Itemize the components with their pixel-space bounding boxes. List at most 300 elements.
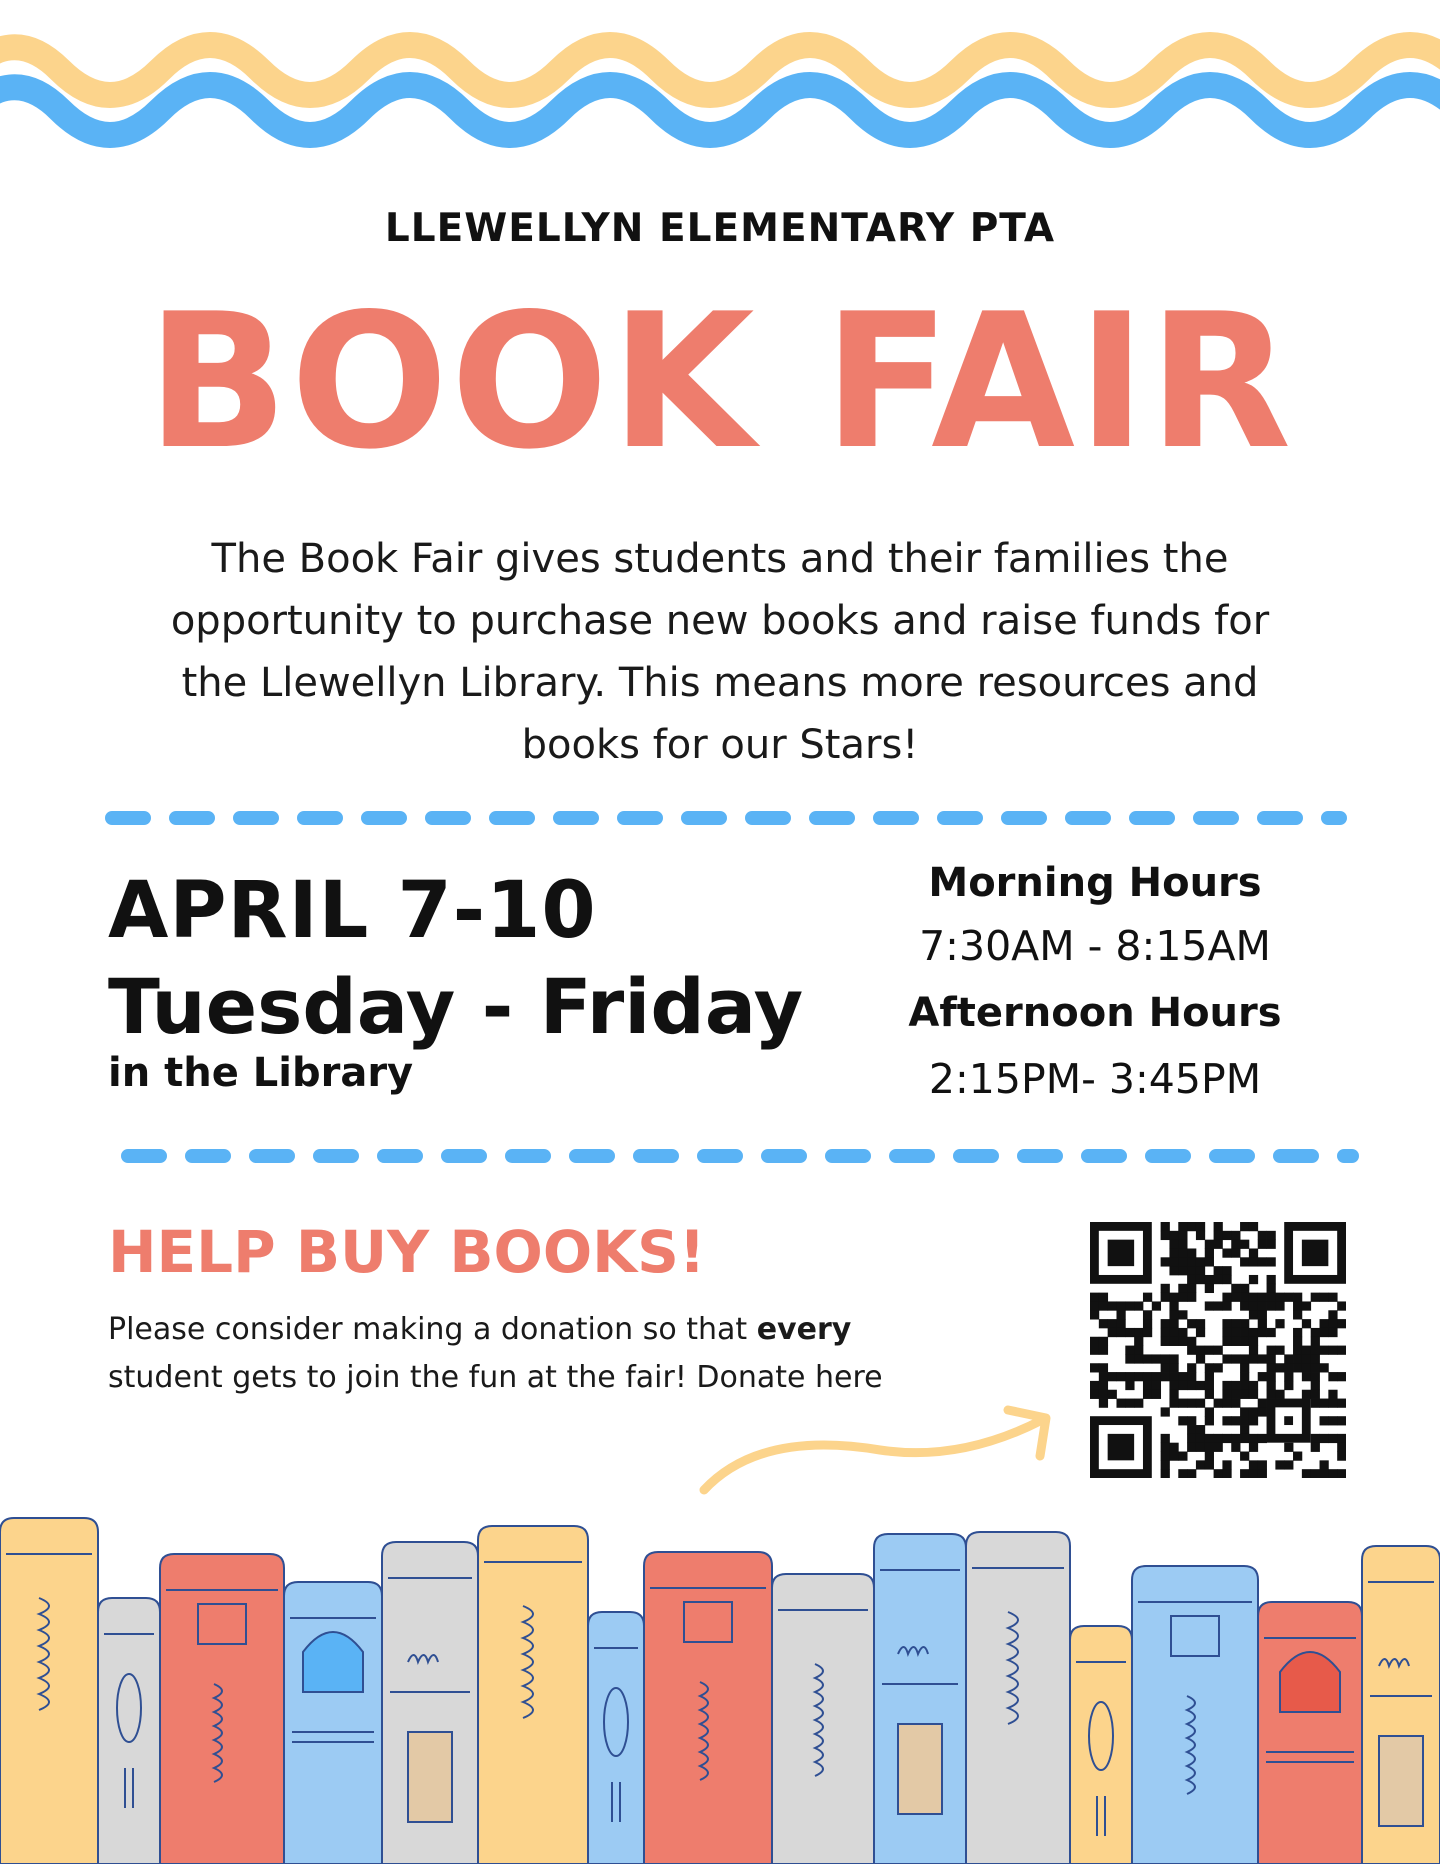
qr-module (1293, 1293, 1302, 1302)
qr-module (1337, 1372, 1346, 1381)
qr-module (1205, 1434, 1214, 1443)
qr-module (1231, 1284, 1240, 1293)
book-panel (1379, 1736, 1423, 1826)
qr-module (1231, 1240, 1240, 1249)
morning-hours-time: 7:30AM - 8:15AM (919, 922, 1271, 970)
qr-module (1231, 1319, 1240, 1328)
qr-module (1311, 1381, 1320, 1390)
qr-module (1214, 1301, 1223, 1310)
qr-module (1178, 1231, 1187, 1240)
qr-module (1099, 1381, 1108, 1390)
qr-module (1258, 1257, 1267, 1266)
qr-module (1222, 1328, 1231, 1337)
qr-module (1205, 1301, 1214, 1310)
qr-module (1187, 1372, 1196, 1381)
qr-module (1222, 1231, 1231, 1240)
qr-module (1143, 1354, 1152, 1363)
qr-module (1143, 1293, 1152, 1302)
qr-module (1108, 1301, 1117, 1310)
qr-module (1134, 1399, 1143, 1408)
qr-module (1240, 1354, 1249, 1363)
qr-module (1311, 1354, 1320, 1363)
event-days: Tuesday - Friday (108, 962, 804, 1051)
qr-module (1169, 1257, 1178, 1266)
intro-line: The Book Fair gives students and their families the (211, 536, 1229, 582)
qr-module (1108, 1372, 1117, 1381)
qr-module (1116, 1399, 1125, 1408)
intro-line: books for our Stars! (521, 722, 919, 768)
qr-module (1302, 1240, 1328, 1266)
qr-module (1169, 1301, 1178, 1310)
qr-module (1143, 1381, 1152, 1390)
qr-module (1161, 1337, 1170, 1346)
qr-module (1196, 1346, 1205, 1355)
qr-module (1240, 1337, 1249, 1346)
qr-module (1249, 1469, 1258, 1478)
qr-module (1178, 1248, 1187, 1257)
qr-module (1205, 1284, 1214, 1293)
afternoon-hours-label: Afternoon Hours (908, 990, 1282, 1036)
qr-module (1161, 1452, 1170, 1461)
qr-module (1222, 1469, 1231, 1478)
qr-module (1169, 1337, 1178, 1346)
book-arch (1280, 1652, 1340, 1712)
qr-module (1231, 1399, 1240, 1408)
qr-module (1222, 1354, 1231, 1363)
qr-module (1311, 1469, 1320, 1478)
qr-module (1214, 1231, 1223, 1240)
qr-module (1328, 1346, 1337, 1355)
qr-module (1293, 1337, 1302, 1346)
qr-module (1187, 1284, 1196, 1293)
qr-module (1267, 1293, 1276, 1302)
qr-module (1169, 1310, 1178, 1319)
qr-module (1293, 1354, 1302, 1363)
afternoon-hours-time: 2:15PM- 3:45PM (928, 1055, 1262, 1103)
qr-module (1161, 1231, 1170, 1240)
qr-module (1178, 1469, 1187, 1478)
qr-module (1187, 1248, 1196, 1257)
qr-module (1161, 1443, 1170, 1452)
qr-module (1169, 1248, 1178, 1257)
qr-module (1311, 1390, 1320, 1399)
qr-module (1249, 1346, 1258, 1355)
qr-module (1169, 1293, 1178, 1302)
qr-module (1311, 1337, 1320, 1346)
qr-module (1222, 1416, 1231, 1425)
qr-module (1267, 1363, 1276, 1372)
qr-module (1178, 1310, 1187, 1319)
donation-text-emphasis: every (756, 1312, 852, 1347)
qr-module (1214, 1363, 1223, 1372)
qr-module (1249, 1310, 1258, 1319)
qr-module (1178, 1284, 1187, 1293)
qr-module (1196, 1399, 1205, 1408)
qr-module (1231, 1434, 1240, 1443)
qr-module (1258, 1328, 1267, 1337)
qr-module (1231, 1328, 1240, 1337)
donation-heading: HELP BUY BOOKS! (108, 1218, 706, 1286)
qr-module (1258, 1399, 1267, 1408)
qr-module (1267, 1231, 1276, 1240)
qr-module (1108, 1328, 1117, 1337)
qr-module (1090, 1346, 1099, 1355)
qr-module (1337, 1416, 1346, 1425)
qr-module (1205, 1240, 1214, 1249)
qr-module (1214, 1399, 1223, 1408)
qr-module (1090, 1301, 1099, 1310)
qr-module (1320, 1399, 1329, 1408)
qr-module (1275, 1301, 1284, 1310)
qr-module (1311, 1372, 1320, 1381)
qr-module (1125, 1399, 1134, 1408)
qr-module (1169, 1319, 1178, 1328)
qr-module (1134, 1346, 1143, 1355)
qr-module (1240, 1328, 1249, 1337)
qr-module (1311, 1434, 1320, 1443)
qr-module (1196, 1460, 1205, 1469)
qr-module (1134, 1301, 1143, 1310)
qr-module (1328, 1319, 1337, 1328)
qr-module (1196, 1328, 1205, 1337)
qr-module (1161, 1407, 1170, 1416)
intro-paragraph (110, 528, 1330, 776)
qr-module (1328, 1390, 1337, 1399)
book-arch (303, 1632, 363, 1692)
qr-module (1302, 1363, 1311, 1372)
qr-module (1249, 1390, 1258, 1399)
qr-module (1320, 1460, 1329, 1469)
qr-module (1302, 1319, 1311, 1328)
qr-module (1196, 1231, 1205, 1240)
page-title: BOOK FAIR (146, 273, 1294, 490)
qr-module (1258, 1231, 1267, 1240)
qr-module (1178, 1266, 1187, 1275)
qr-module (1108, 1390, 1117, 1399)
qr-module (1249, 1443, 1258, 1452)
qr-module (1284, 1381, 1293, 1390)
qr-module (1090, 1363, 1099, 1372)
qr-module (1161, 1222, 1170, 1231)
qr-module (1222, 1337, 1231, 1346)
qr-module (1293, 1452, 1302, 1461)
qr-module (1143, 1328, 1152, 1337)
qr-module (1302, 1346, 1311, 1355)
qr-module (1222, 1293, 1231, 1302)
qr-module (1205, 1381, 1214, 1390)
book-spine (588, 1612, 644, 1864)
qr-module (1240, 1407, 1249, 1416)
qr-module (1196, 1354, 1205, 1363)
qr-module (1187, 1443, 1196, 1452)
qr-module (1311, 1443, 1320, 1452)
qr-module (1240, 1434, 1249, 1443)
qr-module (1337, 1434, 1346, 1443)
qr-module (1275, 1390, 1284, 1399)
qr-module (1116, 1372, 1125, 1381)
qr-module (1099, 1390, 1108, 1399)
qr-module (1240, 1452, 1249, 1461)
qr-module (1178, 1372, 1187, 1381)
qr-module (1249, 1407, 1258, 1416)
qr-module (1108, 1240, 1134, 1266)
qr-module (1231, 1354, 1240, 1363)
qr-module (1337, 1469, 1346, 1478)
qr-module (1125, 1301, 1134, 1310)
qr-module (1302, 1372, 1311, 1381)
qr-module (1240, 1240, 1249, 1249)
qr-module (1178, 1337, 1187, 1346)
qr-module (1293, 1328, 1302, 1337)
qr-module (1231, 1443, 1240, 1452)
qr-module (1328, 1293, 1337, 1302)
book-panel (408, 1732, 452, 1822)
qr-module (1187, 1425, 1196, 1434)
qr-module (1125, 1346, 1134, 1355)
qr-module (1205, 1275, 1214, 1284)
qr-module (1178, 1399, 1187, 1408)
qr-module (1214, 1266, 1223, 1275)
qr-module (1125, 1372, 1134, 1381)
qr-module (1258, 1293, 1267, 1302)
qr-module (1311, 1346, 1320, 1355)
qr-module (1284, 1460, 1293, 1469)
qr-module (1320, 1319, 1329, 1328)
qr-module (1090, 1390, 1099, 1399)
qr-module (1099, 1363, 1108, 1372)
qr-module (1187, 1222, 1196, 1231)
qr-module (1187, 1469, 1196, 1478)
qr-module (1205, 1346, 1214, 1355)
qr-module (1249, 1248, 1258, 1257)
qr-module (1240, 1222, 1249, 1231)
qr-module (1302, 1301, 1311, 1310)
qr-module (1187, 1346, 1196, 1355)
qr-module (1187, 1319, 1196, 1328)
qr-module (1187, 1381, 1196, 1390)
qr-module (1152, 1301, 1161, 1310)
qr-module (1258, 1460, 1267, 1469)
qr-module (1267, 1328, 1276, 1337)
qr-module (1328, 1469, 1337, 1478)
event-location: in the Library (108, 1050, 414, 1096)
event-dates: APRIL 7-10 (108, 866, 597, 956)
qr-module (1169, 1381, 1178, 1390)
qr-module (1284, 1416, 1293, 1425)
qr-module (1320, 1293, 1329, 1302)
qr-module (1311, 1399, 1320, 1408)
qr-module (1196, 1222, 1205, 1231)
qr-module (1169, 1363, 1178, 1372)
qr-module (1116, 1301, 1125, 1310)
qr-module (1275, 1319, 1284, 1328)
qr-module (1284, 1443, 1293, 1452)
qr-module (1187, 1434, 1196, 1443)
arrow-icon (690, 1390, 1070, 1510)
qr-module (1090, 1337, 1099, 1346)
qr-module (1293, 1310, 1302, 1319)
qr-module (1178, 1381, 1187, 1390)
qr-module (1205, 1407, 1214, 1416)
qr-module (1214, 1346, 1223, 1355)
qr-module (1152, 1390, 1161, 1399)
qr-module (1284, 1372, 1293, 1381)
qr-module (1249, 1301, 1258, 1310)
qr-module (1249, 1328, 1258, 1337)
qr-module (1222, 1301, 1231, 1310)
qr-module (1187, 1399, 1196, 1408)
qr-module (1311, 1293, 1320, 1302)
qr-module (1099, 1319, 1108, 1328)
qr-module (1222, 1381, 1231, 1390)
qr-module (1090, 1310, 1099, 1319)
top-wave-decoration (0, 0, 1440, 170)
qr-module (1134, 1354, 1143, 1363)
qr-module (1293, 1346, 1302, 1355)
donation-text-part: student gets to join the fun at the fair! Donate here (108, 1360, 883, 1395)
qr-module (1249, 1275, 1258, 1284)
qr-module (1205, 1460, 1214, 1469)
qr-module (1196, 1257, 1205, 1266)
qr-module (1284, 1293, 1293, 1302)
dashed-divider (0, 1146, 1440, 1166)
qr-module (1328, 1372, 1337, 1381)
qr-module (1187, 1337, 1196, 1346)
qr-module (1187, 1266, 1196, 1275)
qr-module (1293, 1301, 1302, 1310)
qr-module (1302, 1469, 1311, 1478)
qr-module (1267, 1354, 1276, 1363)
qr-module (1214, 1443, 1223, 1452)
qr-module (1222, 1319, 1231, 1328)
qr-module (1337, 1346, 1346, 1355)
qr-module (1187, 1416, 1196, 1425)
qr-module (1249, 1293, 1258, 1302)
qr-module (1090, 1293, 1099, 1302)
qr-module (1320, 1346, 1329, 1355)
qr-module (1249, 1222, 1258, 1231)
qr-module (1240, 1293, 1249, 1302)
qr-module (1169, 1328, 1178, 1337)
qr-module (1161, 1293, 1170, 1302)
qr-module (1169, 1390, 1178, 1399)
intro-line: opportunity to purchase new books and raise funds for (170, 598, 1270, 644)
qr-module (1196, 1425, 1205, 1434)
qr-module (1284, 1363, 1293, 1372)
qr-module (1099, 1293, 1108, 1302)
qr-module (1222, 1434, 1231, 1443)
qr-module (1222, 1275, 1231, 1284)
qr-module (1258, 1310, 1267, 1319)
qr-module (1258, 1372, 1267, 1381)
qr-module (1249, 1460, 1258, 1469)
qr-module (1099, 1346, 1108, 1355)
qr-module (1205, 1363, 1214, 1372)
qr-module (1240, 1257, 1249, 1266)
qr-module (1222, 1460, 1231, 1469)
qr-module (1267, 1240, 1276, 1249)
qr-module (1320, 1328, 1329, 1337)
qr-module (1320, 1416, 1329, 1425)
qr-module (1258, 1319, 1267, 1328)
qr-module (1205, 1372, 1214, 1381)
qr-module (1116, 1328, 1125, 1337)
qr-module (1187, 1363, 1196, 1372)
qr-module (1275, 1346, 1284, 1355)
qr-module (1134, 1337, 1143, 1346)
qr-module (1099, 1399, 1108, 1408)
qr-module (1169, 1231, 1178, 1240)
qr-module (1249, 1381, 1258, 1390)
qr-module (1275, 1363, 1284, 1372)
qr-module (1258, 1301, 1267, 1310)
qr-module (1169, 1354, 1178, 1363)
qr-module (1249, 1416, 1258, 1425)
qr-module (1231, 1381, 1240, 1390)
qr-module (1328, 1399, 1337, 1408)
qr-module (1337, 1319, 1346, 1328)
qr-module (1240, 1381, 1249, 1390)
qr-module (1125, 1354, 1134, 1363)
qr-module (1258, 1354, 1267, 1363)
qr-module (1275, 1460, 1284, 1469)
qr-module (1258, 1469, 1267, 1478)
qr-module (1108, 1434, 1134, 1460)
qr-module (1337, 1301, 1346, 1310)
qr-module (1320, 1363, 1329, 1372)
qr-module (1258, 1434, 1267, 1443)
intro-line: the Llewellyn Library. This means more resources and (181, 660, 1259, 706)
qr-module (1214, 1434, 1223, 1443)
qr-module (1169, 1399, 1178, 1408)
qr-module (1249, 1337, 1258, 1346)
qr-module (1240, 1469, 1249, 1478)
qr-module (1161, 1354, 1170, 1363)
qr-module (1099, 1301, 1108, 1310)
donation-qr-code[interactable] (1090, 1222, 1346, 1478)
qr-module (1240, 1416, 1249, 1425)
qr-module (1231, 1293, 1240, 1302)
qr-module (1205, 1248, 1214, 1257)
qr-module (1143, 1310, 1152, 1319)
qr-module (1187, 1293, 1196, 1302)
qr-module (1178, 1416, 1187, 1425)
qr-module (1214, 1469, 1223, 1478)
qr-module (1311, 1363, 1320, 1372)
qr-module (1267, 1301, 1276, 1310)
qr-module (1196, 1381, 1205, 1390)
qr-module (1320, 1434, 1329, 1443)
qr-module (1293, 1363, 1302, 1372)
qr-module (1240, 1372, 1249, 1381)
qr-module (1178, 1222, 1187, 1231)
qr-module (1337, 1452, 1346, 1461)
qr-module (1205, 1452, 1214, 1461)
qr-module (1240, 1284, 1249, 1293)
dashed-divider (0, 808, 1440, 828)
qr-module (1090, 1381, 1099, 1390)
qr-module (1275, 1293, 1284, 1302)
donation-text-part: Please consider making a donation so that (108, 1312, 757, 1347)
qr-module (1267, 1381, 1276, 1390)
book-spine (160, 1554, 284, 1864)
qr-module (1267, 1284, 1276, 1293)
qr-module (1134, 1328, 1143, 1337)
qr-module (1205, 1390, 1214, 1399)
qr-module (1169, 1240, 1178, 1249)
qr-module (1337, 1399, 1346, 1408)
qr-module (1267, 1346, 1276, 1355)
